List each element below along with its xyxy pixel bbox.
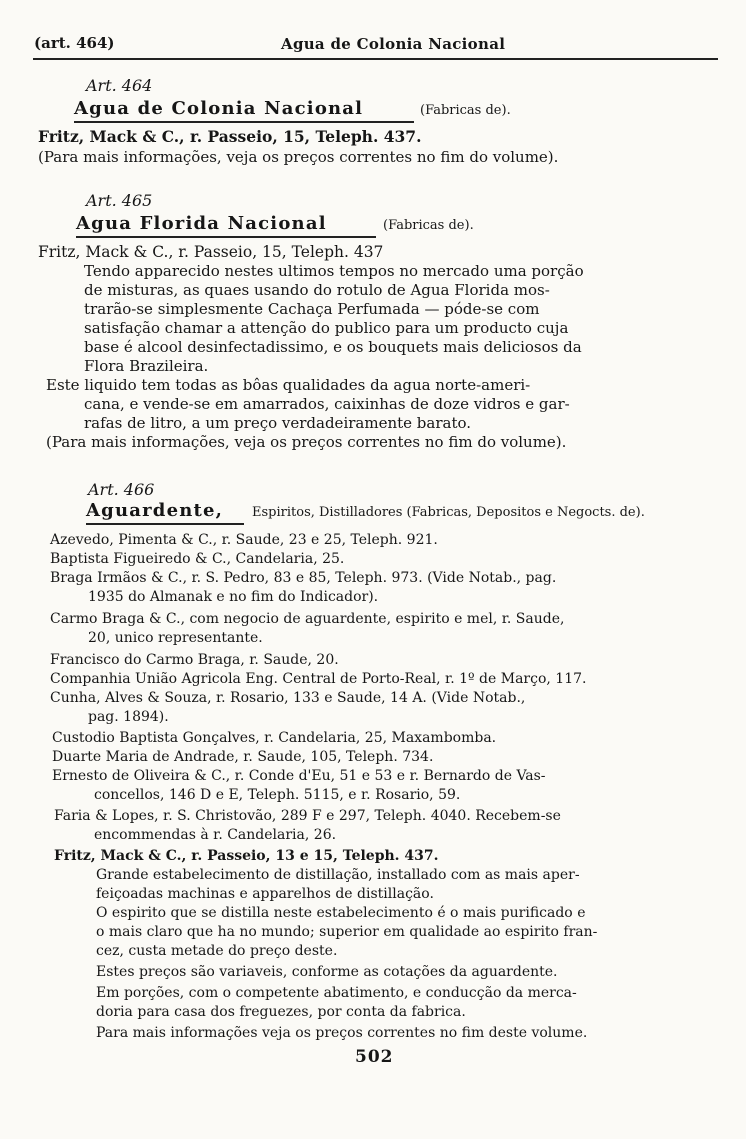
entry-line: Duarte Maria de Andrade, r. Saude, 105, Teleph. 734. bbox=[52, 749, 434, 765]
entry-line: Flora Brazileira. bbox=[84, 357, 209, 375]
entry-line: Fritz, Mack & C., r. Passeio, 15, Teleph. 437 bbox=[38, 243, 384, 261]
entry-line: Tendo apparecido nestes ultimos tempos no mercado uma porção bbox=[84, 262, 584, 280]
art-464-heading: Agua de Colonia Nacional bbox=[74, 98, 364, 119]
art-466-label: Art. 466 bbox=[88, 480, 155, 499]
entry-line: Francisco do Carmo Braga, r. Saude, 20. bbox=[50, 652, 339, 668]
art-465-heading: Agua Florida Nacional bbox=[76, 213, 327, 234]
art-464-heading-rule bbox=[74, 121, 414, 123]
art-466-heading-note: Espiritos, Distilladores (Fabricas, Depositos e Negocts. de). bbox=[252, 505, 645, 520]
entry-line: satisfação chamar a attenção do publico para um producto cuja bbox=[84, 319, 569, 337]
entry-line: Carmo Braga & C., com negocio de aguardente, espirito e mel, r. Saude, bbox=[50, 611, 565, 627]
header-rule bbox=[33, 58, 718, 60]
entry-line: cana, e vende-se em amarrados, caixinhas de doze vidros e gar- bbox=[84, 395, 570, 413]
art-466-heading-rule bbox=[86, 523, 244, 525]
header-article-ref: (art. 464) bbox=[34, 34, 115, 52]
entry-line: Fritz, Mack & C., r. Passeio, 13 e 15, Teleph. 437. bbox=[54, 848, 439, 864]
entry-line: base é alcool desinfectadissimo, e os bouquets mais deliciosos da bbox=[84, 338, 582, 356]
entry-line: cez, custa metade do preço deste. bbox=[96, 943, 338, 959]
entry-line: pag. 1894). bbox=[88, 709, 169, 725]
entry-line: trarão-se simplesmente Cachaça Perfumada — póde-se com bbox=[84, 300, 540, 318]
page-number: 502 bbox=[355, 1047, 394, 1067]
entry-line: Baptista Figueiredo & C., Candelaria, 25. bbox=[50, 551, 345, 567]
entry-line: Companhia União Agricola Eng. Central de Porto-Real, r. 1º de Março, 117. bbox=[50, 671, 587, 687]
entry-line: doria para casa dos freguezes, por conta da fabrica. bbox=[96, 1004, 466, 1020]
entry-line: Fritz, Mack & C., r. Passeio, 15, Teleph. 437. bbox=[38, 127, 422, 146]
entry-line: Em porções, com o competente abatimento, e conducção da merca- bbox=[96, 985, 577, 1001]
entry-line: 20, unico representante. bbox=[88, 630, 263, 646]
art-465-heading-note: (Fabricas de). bbox=[383, 218, 474, 233]
entry-line: Grande estabelecimento de distillação, installado com as mais aper- bbox=[96, 867, 580, 883]
art-466-heading: Aguardente, bbox=[86, 500, 224, 521]
entry-line: Para mais informações veja os preços correntes no fim deste volume. bbox=[96, 1025, 588, 1041]
entry-line: Braga Irmãos & C., r. S. Pedro, 83 e 85, Teleph. 973. (Vide Notab., pag. bbox=[50, 570, 557, 586]
entry-line: concellos, 146 D e E, Teleph. 5115, e r. Rosario, 59. bbox=[94, 787, 461, 803]
entry-line: Estes preços são variaveis, conforme as cotações da aguardente. bbox=[96, 964, 558, 980]
entry-line: encommendas à r. Candelaria, 26. bbox=[94, 827, 337, 843]
entry-line: de misturas, as quaes usando do rotulo de Agua Florida mos- bbox=[84, 281, 550, 299]
entry-line: (Para mais informações, veja os preços correntes no fim do volume). bbox=[38, 148, 559, 166]
art-464-label: Art. 464 bbox=[86, 76, 153, 95]
entry-line: feiçoadas machinas e apparelhos de distillação. bbox=[96, 886, 434, 902]
entry-line: (Para mais informações, veja os preços correntes no fim do volume). bbox=[46, 433, 567, 451]
entry-line: Azevedo, Pimenta & C., r. Saude, 23 e 25, Teleph. 921. bbox=[50, 532, 438, 548]
header-title: Agua de Colonia Nacional bbox=[281, 35, 506, 53]
art-464-heading-note: (Fabricas de). bbox=[420, 103, 511, 118]
entry-line: Este liquido tem todas as bôas qualidades da agua norte-ameri- bbox=[46, 376, 531, 394]
entry-line: o mais claro que ha no mundo; superior em qualidade ao espirito fran- bbox=[96, 924, 598, 940]
entry-line: Custodio Baptista Gonçalves, r. Candelaria, 25, Maxambomba. bbox=[52, 730, 497, 746]
entry-line: Cunha, Alves & Souza, r. Rosario, 133 e Saude, 14 A. (Vide Notab., bbox=[50, 690, 526, 706]
entry-line: 1935 do Almanak e no fim do Indicador). bbox=[88, 589, 379, 605]
entry-line: O espirito que se distilla neste estabelecimento é o mais purificado e bbox=[96, 905, 586, 921]
entry-line: rafas de litro, a um preço verdadeiramente barato. bbox=[84, 414, 472, 432]
entry-line: Faria & Lopes, r. S. Christovão, 289 F e 297, Teleph. 4040. Recebem-se bbox=[54, 808, 561, 824]
art-465-heading-rule bbox=[76, 236, 376, 238]
art-465-label: Art. 465 bbox=[86, 191, 153, 210]
entry-line: Ernesto de Oliveira & C., r. Conde d'Eu, 51 e 53 e r. Bernardo de Vas- bbox=[52, 768, 546, 784]
